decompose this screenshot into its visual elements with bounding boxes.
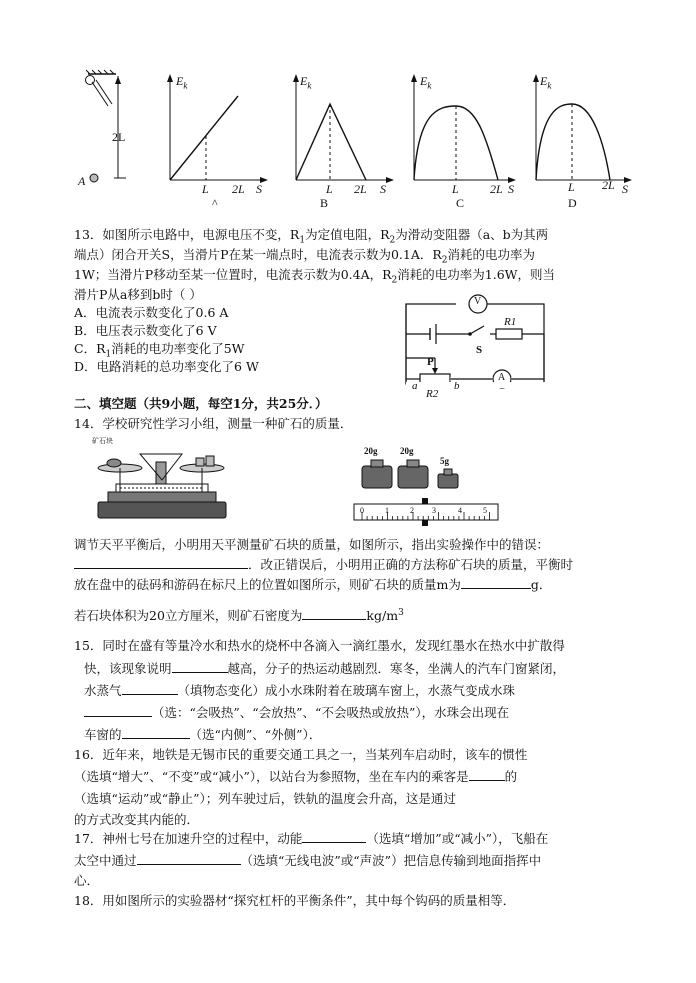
q14-blank-mass[interactable] bbox=[461, 576, 531, 589]
q15-blank-4[interactable] bbox=[122, 726, 190, 739]
q16-line1: 16．近年来，地铁是无锡市民的重要交通工具之一，当某列车启动时，该车的惯性 bbox=[74, 747, 528, 762]
q15-line4: （选：“会吸热”、“会放热”、“不会吸热或放热”），水珠会出现在 bbox=[84, 703, 509, 722]
q13-option-b: B．电压表示数变化了6 V bbox=[74, 323, 217, 338]
pendulum-figure bbox=[78, 68, 140, 198]
q15-line3: 水蒸气 （填物态变化）成小水珠附着在玻璃车窗上，水蒸气变成水珠 bbox=[84, 683, 516, 698]
q18-line1: 18．用如图所示的实验器材“探究杠杆的平衡条件”，其中每个钩码的质量相等． bbox=[74, 893, 516, 908]
circuit-switch-label: S bbox=[476, 344, 483, 356]
ruler-label-0: 0 bbox=[360, 506, 364, 515]
q13-option-c: C．$R_1$消耗的电功率变化了5W bbox=[74, 341, 245, 360]
graph2-tick-l: L bbox=[326, 182, 333, 196]
q17-blank-2[interactable] bbox=[137, 852, 241, 865]
graph-linear bbox=[160, 72, 270, 212]
circuit-r1-label: R1 bbox=[504, 316, 517, 328]
q17-line1: 17．神州七号在加速升空的过程中，动能 （选填“增加”或“减小”），飞船在 bbox=[74, 831, 549, 846]
graph2-ylabel: $E_k$ bbox=[300, 74, 312, 91]
pendulum-point-label: A bbox=[78, 174, 86, 188]
graph3-tick-2l: 2L bbox=[490, 182, 503, 196]
q14-blank-density[interactable] bbox=[302, 607, 366, 620]
pendulum-height-label: 2L bbox=[112, 130, 126, 144]
weight-5g-label: 5g bbox=[440, 456, 449, 466]
q17-line3: 心． bbox=[74, 873, 100, 888]
q17-line2: 太空中通过 （选填“无线电波”或“声波”）把信息传输到地面指挥中 bbox=[74, 853, 542, 868]
balance-ore-label: 矿石块 bbox=[92, 437, 113, 445]
q15-blank-2[interactable] bbox=[122, 682, 178, 695]
q13-line4: 滑片P从a移到b时（ ） bbox=[74, 287, 202, 302]
q15-blank-1[interactable] bbox=[172, 660, 228, 673]
graph4-tick-l: L bbox=[568, 180, 575, 194]
circuit-slider-label: P bbox=[427, 356, 434, 368]
ruler-label-1: 1 bbox=[385, 506, 389, 515]
graph1-option: ^ bbox=[212, 196, 218, 210]
q16-line2: （选填“增大”、“不变”或“减小”），以站台为参照物，坐在车内的乘客是 的 bbox=[74, 769, 518, 784]
ruler-label-3: 3 bbox=[432, 506, 436, 515]
graph1-tick-2l: 2L bbox=[232, 182, 245, 196]
q13-option-d: D．电路消耗的总功率变化了6 W bbox=[74, 359, 259, 374]
q14-line5: 若石块体积为20立方厘米，则矿石密度为 $kg/m^3$ bbox=[74, 608, 404, 624]
ruler-label-5: 5 bbox=[483, 506, 487, 515]
graph1-tick-l: L bbox=[202, 182, 209, 196]
graph2-xlabel: S bbox=[380, 182, 386, 196]
q13-line1: 13．如图所示电路中，电源电压不变，$R_1$为定值电阻，$R_2$为滑动变阻器（a、b为其两 bbox=[74, 227, 549, 246]
q14-blank-error[interactable] bbox=[74, 556, 248, 569]
weight-20g-2-label: 20g bbox=[400, 446, 414, 456]
q16-blank-1[interactable] bbox=[469, 768, 505, 781]
circuit-r2-label: R2 bbox=[426, 388, 439, 400]
q13-option-a: A．电流表示数变化了0.6 A bbox=[74, 305, 229, 320]
q13-line3: 1W；当滑片P移动至某一位置时，电流表示数为0.4A，$R_2$消耗的电功率为1.6W，则当 bbox=[74, 267, 555, 286]
ruler-label-2: 2 bbox=[410, 506, 414, 515]
q15-line2: 快，该现象说明 越高，分子的热运动越剧烈．寒冬，坐满人的汽车门窗紧闭， bbox=[84, 661, 566, 676]
graph-curve-c bbox=[404, 72, 524, 212]
graph3-ylabel: $E_k$ bbox=[420, 74, 432, 91]
q14-line3: ．改正错误后，小明用正确的方法称矿石块的质量，平衡时 bbox=[74, 555, 573, 574]
q13-line2: 端点）闭合开关S，当滑片P在某一端点时，电流表示数为0.1A．$R_2$消耗的电功率为 bbox=[74, 247, 536, 266]
circuit-end-a-label: a bbox=[412, 380, 418, 392]
graph-curve-d bbox=[526, 72, 646, 212]
graph3-xlabel: S bbox=[508, 182, 514, 196]
section-2-heading: 二、填空题（共9小题，每空1分，共25分．） bbox=[74, 396, 328, 411]
balance-figure bbox=[92, 436, 232, 526]
q16-line3: （选填“运动”或“静止”）；列车驶过后，铁轨的温度会升高，这是通过 bbox=[74, 791, 456, 806]
q14-line4: 放在盘中的砝码和游码在标尺上的位置如图所示，则矿石块的质量m为 g． bbox=[74, 577, 552, 592]
q17-blank-1[interactable] bbox=[302, 830, 366, 843]
graph3-tick-l: L bbox=[452, 182, 459, 196]
weights-figure bbox=[352, 444, 502, 530]
circuit-ammeter-label: A bbox=[498, 372, 506, 383]
graph2-tick-2l: 2L bbox=[354, 182, 367, 196]
q14-line1: 14．学校研究性学习小组，测量一种矿石的质量． bbox=[74, 416, 353, 431]
graph3-option: C bbox=[456, 196, 465, 210]
q15-line1: 15．同时在盛有等量冷水和热水的烧杯中各滴入一滴红墨水，发现红墨水在热水中扩散得 bbox=[74, 638, 565, 653]
graph1-ylabel: $E_k$ bbox=[176, 74, 188, 91]
ruler-label-4: 4 bbox=[458, 506, 462, 515]
q14-line2: 调节天平平衡后，小明用天平测量矿石块的质量，如图所示，指出实验操作中的错误： bbox=[74, 537, 550, 552]
circuit-voltmeter-label: V bbox=[474, 296, 482, 307]
graph2-option: B bbox=[320, 196, 329, 210]
weight-20g-1-label: 20g bbox=[364, 446, 378, 456]
graph-triangle bbox=[286, 72, 396, 212]
circuit-end-b-label: b bbox=[454, 380, 460, 392]
graph4-xlabel: S bbox=[622, 182, 628, 196]
graph1-xlabel: S bbox=[256, 182, 262, 196]
graph4-option: D bbox=[568, 196, 577, 210]
circuit-diagram bbox=[400, 294, 550, 406]
q15-line5: 车窗的 （选“内侧”、“外侧”）． bbox=[84, 727, 322, 742]
graph4-tick-2l: 2L bbox=[602, 178, 615, 192]
q16-line4: 的方式改变其内能的． bbox=[74, 812, 200, 827]
graph4-ylabel: $E_k$ bbox=[540, 74, 552, 91]
q15-blank-3[interactable] bbox=[84, 704, 152, 717]
